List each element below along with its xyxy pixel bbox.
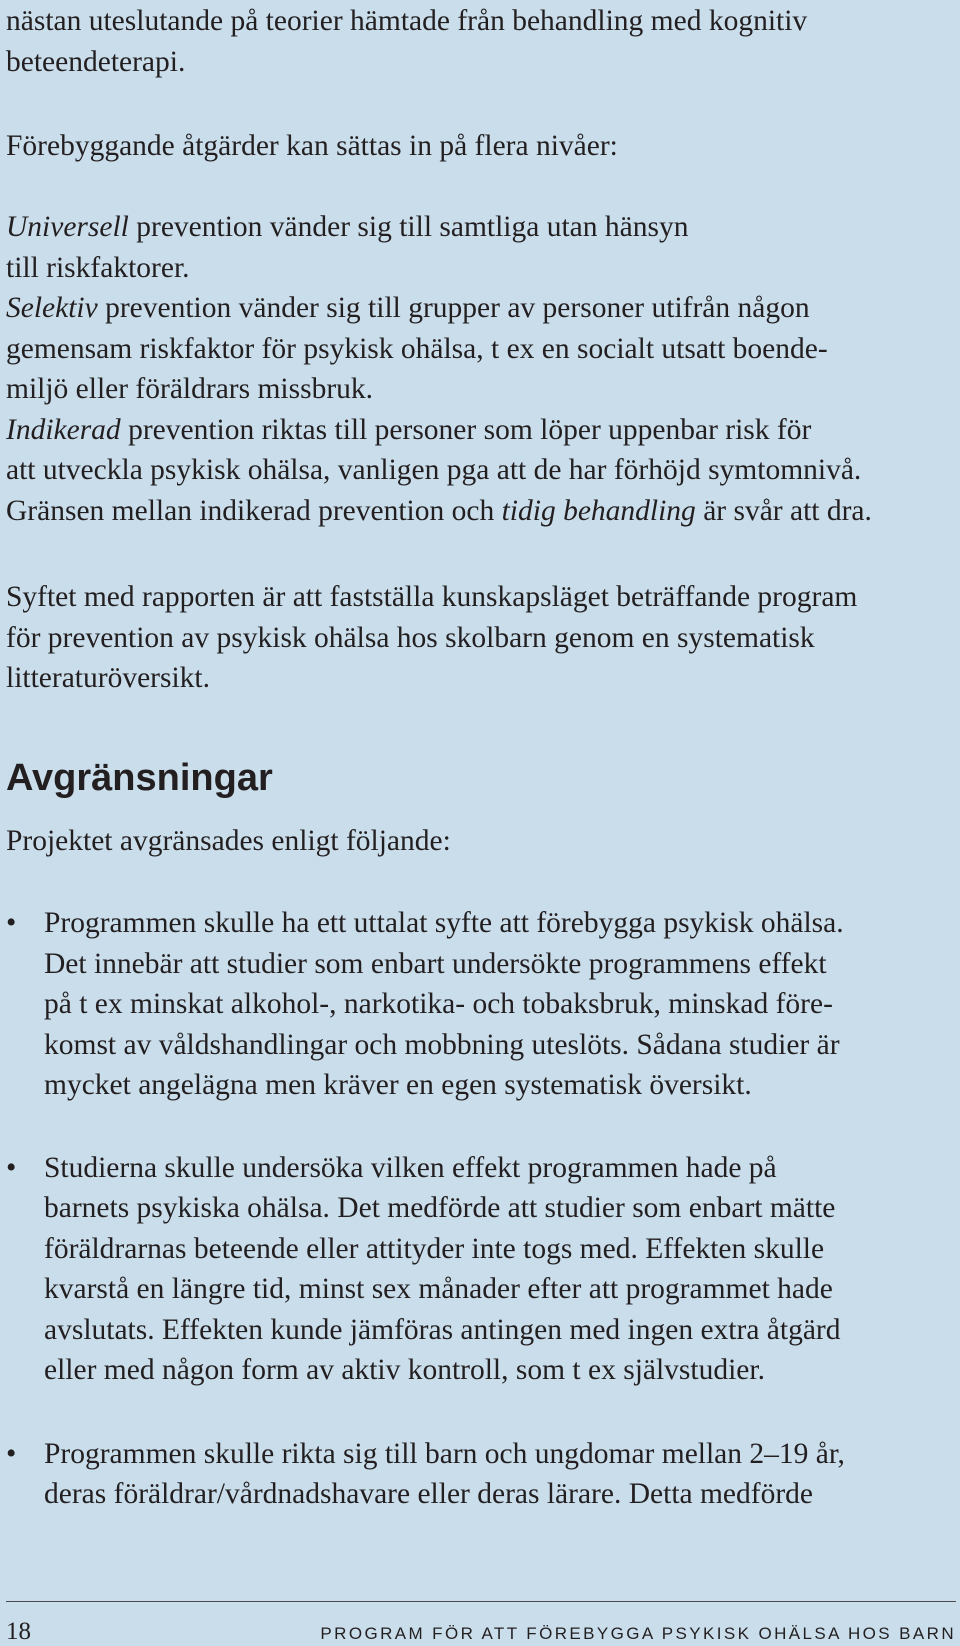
bullet-icon: • (6, 907, 17, 939)
universal-description: prevention vänder sig till samtliga utan hänsyn till riskfaktorer. (6, 211, 689, 284)
indicated-term: Indikerad (6, 413, 121, 446)
footer-divider (6, 1601, 956, 1602)
indicated-description: prevention riktas till personer som löper uppenbar risk för att utveckla psykisk ohälsa, vanligen pga att de har förhöjd symtomnivå. Gränsen mellan indikerad prevention och (6, 413, 862, 527)
bullet-icon: • (6, 1437, 17, 1470)
list-item-text: Programmen skulle rikta sig till barn och ungdomar mellan 2–19 år, deras föräldrar/vårdnadshavare eller deras lärare. Detta medförde (44, 1437, 845, 1510)
prevention-levels-block (6, 207, 872, 531)
bullet-icon: • (6, 1151, 17, 1184)
paragraph-levels-intro: Förebyggande åtgärder kan sättas in på flera nivåer: (6, 130, 618, 162)
paragraph-delimitations-intro: Projektet avgränsades enligt följande: (6, 825, 451, 857)
list-item (6, 1434, 954, 1515)
list-item-text: Programmen skulle ha ett uttalat syfte att förebygga psykisk ohälsa. Det innebär att studier som enbart undersökte programmens effekt på t ex minskat alkohol-, narkotika- och tobaksbruk, minskad före- komst av våldshandlingar och mobbning uteslöts. Sådana studier är mycket angelägna men kräver en egen systematisk översikt. (44, 907, 844, 1101)
selective-description: prevention vänder sig till grupper av personer utifrån någon gemensam riskfaktor för psykisk ohälsa, t ex en socialt utsatt boende- miljö eller föräldrars missbruk. (6, 292, 828, 405)
page-number: 18 (6, 1618, 31, 1645)
list-item (6, 903, 954, 1106)
paragraph-report-purpose: Syftet med rapporten är att fastställa kunskapsläget beträffande program för prevention av psykisk ohälsa hos skolbarn genom en systematisk litteraturöversikt. (6, 581, 858, 694)
delimitations-list (6, 903, 954, 1557)
paragraph-cbt-theories: nästan uteslutande på teorier hämtade från behandling med kognitiv beteendeterapi. (6, 5, 808, 78)
indicated-ending: är svår att dra. (695, 494, 872, 527)
universal-term: Universell (6, 211, 129, 243)
section-heading: Avgränsningar (6, 757, 273, 799)
list-item (6, 1148, 954, 1391)
selective-term: Selektiv (6, 292, 98, 324)
early-treatment-term: tidig behandling (501, 494, 696, 527)
running-footer-title: PROGRAM FÖR ATT FÖREBYGGA PSYKISK OHÄLSA HOS BARN (320, 1624, 956, 1643)
list-item-text: Studierna skulle undersöka vilken effekt programmen hade på barnets psykiska ohälsa. Det medförde att studier som enbart mätte föräldrarnas beteende eller attityder inte togs med. Effekten skulle kvarstå en längre tid, minst sex månader efter att programmet hade avslutats. Effekten kunde jämföras antingen med ingen extra åtgärd eller med någon form av aktiv kontroll, som t ex självstudier. (44, 1151, 841, 1386)
